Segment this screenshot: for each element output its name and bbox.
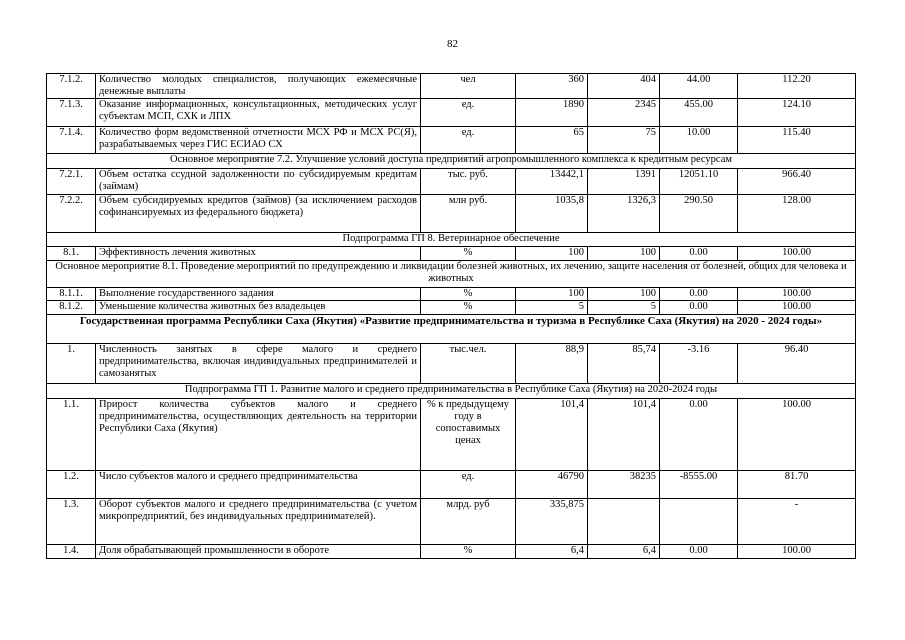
- actual-value: 100: [588, 247, 660, 261]
- section-title: Основное мероприятие 7.2. Улучшение условий доступа предприятий агропромышленного комплекса к кредитным ресурсам: [47, 154, 856, 169]
- program-title: Государственная программа Республики Саха (Якутия) «Развитие предпринимательства и туризма в Республике Саха (Якутия) на 2020 - 2024 годы»: [47, 315, 856, 344]
- deviation-value: 10.00: [660, 127, 738, 154]
- deviation-value: -3.16: [660, 344, 738, 384]
- table-row: [47, 99, 856, 127]
- indicator-name: Оказание информационных, консультационных, методических услуг субъектам МСП, СХК и ЛПХ: [96, 99, 421, 127]
- planned-value: 335,875: [516, 499, 588, 545]
- unit-of-measure: ед.: [421, 99, 516, 127]
- completion-percent: -: [738, 499, 856, 545]
- row-number: 1.3.: [47, 499, 96, 545]
- deviation-value: 0.00: [660, 545, 738, 559]
- table-row: [47, 344, 856, 384]
- section-header-row: [47, 261, 856, 288]
- planned-value: 1035,8: [516, 195, 588, 233]
- actual-value: 1391: [588, 169, 660, 195]
- deviation-value: 290.50: [660, 195, 738, 233]
- table-row: [47, 545, 856, 559]
- actual-value: 100: [588, 288, 660, 301]
- planned-value: 360: [516, 74, 588, 99]
- unit-of-measure: млрд. руб: [421, 499, 516, 545]
- section-title: Подпрограмма ГП 1. Развитие малого и среднего предпринимательства в Республике Саха (Якутия) на 2020-2024 годы: [47, 384, 856, 399]
- planned-value: 88,9: [516, 344, 588, 384]
- indicator-name: Число субъектов малого и среднего предпринимательства: [96, 471, 421, 499]
- unit-of-measure: чел: [421, 74, 516, 99]
- table-row: [47, 399, 856, 471]
- indicators-table: [46, 73, 856, 559]
- section-title: Подпрограмма ГП 8. Ветеринарное обеспечение: [47, 233, 856, 247]
- deviation-value: 0.00: [660, 301, 738, 315]
- indicator-name: Объем остатка ссудной задолженности по субсидируемым кредитам (займам): [96, 169, 421, 195]
- planned-value: 5: [516, 301, 588, 315]
- unit-of-measure: ед.: [421, 471, 516, 499]
- indicator-name: Численность занятых в сфере малого и среднего предпринимательства, включая индивидуальных предпринимателей и самозанятых: [96, 344, 421, 384]
- unit-of-measure: млн руб.: [421, 195, 516, 233]
- section-header-row: [47, 384, 856, 399]
- row-number: 8.1.: [47, 247, 96, 261]
- planned-value: 1890: [516, 99, 588, 127]
- actual-value: 6,4: [588, 545, 660, 559]
- completion-percent: 966.40: [738, 169, 856, 195]
- completion-percent: 100.00: [738, 288, 856, 301]
- actual-value: 101,4: [588, 399, 660, 471]
- completion-percent: 115.40: [738, 127, 856, 154]
- unit-of-measure: % к предыдущему году в сопоставимых ценах: [421, 399, 516, 471]
- indicator-name: Доля обрабатывающей промышленности в обороте: [96, 545, 421, 559]
- actual-value: 404: [588, 74, 660, 99]
- actual-value: 85,74: [588, 344, 660, 384]
- table-row: [47, 247, 856, 261]
- section-header-row: [47, 154, 856, 169]
- indicator-name: Количество форм ведомственной отчетности МСХ РФ и МСХ РС(Я), разрабатываемых через ГИС ЕСИАО СХ: [96, 127, 421, 154]
- planned-value: 6,4: [516, 545, 588, 559]
- deviation-value: 12051.10: [660, 169, 738, 195]
- indicator-name: Количество молодых специалистов, получающих ежемесячные денежные выплаты: [96, 74, 421, 99]
- unit-of-measure: %: [421, 288, 516, 301]
- table-body: [47, 74, 856, 559]
- table-row: [47, 74, 856, 99]
- indicator-name: Оборот субъектов малого и среднего предпринимательства (с учетом микропредприятий, без индивидуальных предпринимателей).: [96, 499, 421, 545]
- table-row: [47, 471, 856, 499]
- actual-value: 38235: [588, 471, 660, 499]
- indicator-name: Прирост количества субъектов малого и среднего предпринимательства, осуществляющих деятельность на территории Республики Саха (Якутия): [96, 399, 421, 471]
- unit-of-measure: %: [421, 545, 516, 559]
- deviation-value: 0.00: [660, 288, 738, 301]
- table-row: [47, 127, 856, 154]
- planned-value: 13442,1: [516, 169, 588, 195]
- planned-value: 100: [516, 288, 588, 301]
- completion-percent: 100.00: [738, 247, 856, 261]
- deviation-value: 0.00: [660, 399, 738, 471]
- deviation-value: 455.00: [660, 99, 738, 127]
- completion-percent: 128.00: [738, 195, 856, 233]
- completion-percent: 100.00: [738, 545, 856, 559]
- deviation-value: 0.00: [660, 247, 738, 261]
- indicator-name: Уменьшение количества животных без владельцев: [96, 301, 421, 315]
- completion-percent: 124.10: [738, 99, 856, 127]
- indicator-name: Выполнение государственного задания: [96, 288, 421, 301]
- completion-percent: 96.40: [738, 344, 856, 384]
- actual-value: 5: [588, 301, 660, 315]
- completion-percent: 100.00: [738, 301, 856, 315]
- deviation-value: [660, 499, 738, 545]
- completion-percent: 81.70: [738, 471, 856, 499]
- deviation-value: 44.00: [660, 74, 738, 99]
- program-header-row: [47, 315, 856, 344]
- section-header-row: [47, 233, 856, 247]
- row-number: 8.1.1.: [47, 288, 96, 301]
- page-number: 82: [447, 38, 458, 50]
- row-number: 1.2.: [47, 471, 96, 499]
- row-number: 7.2.1.: [47, 169, 96, 195]
- table-row: [47, 288, 856, 301]
- row-number: 7.1.3.: [47, 99, 96, 127]
- row-number: 7.2.2.: [47, 195, 96, 233]
- unit-of-measure: тыс.чел.: [421, 344, 516, 384]
- actual-value: 1326,3: [588, 195, 660, 233]
- table-row: [47, 169, 856, 195]
- unit-of-measure: ед.: [421, 127, 516, 154]
- unit-of-measure: %: [421, 247, 516, 261]
- indicator-name: Эффективность лечения животных: [96, 247, 421, 261]
- row-number: 1.1.: [47, 399, 96, 471]
- planned-value: 46790: [516, 471, 588, 499]
- completion-percent: 112.20: [738, 74, 856, 99]
- planned-value: 100: [516, 247, 588, 261]
- table-row: [47, 195, 856, 233]
- unit-of-measure: тыс. руб.: [421, 169, 516, 195]
- row-number: 7.1.4.: [47, 127, 96, 154]
- table-row: [47, 499, 856, 545]
- completion-percent: 100.00: [738, 399, 856, 471]
- actual-value: 2345: [588, 99, 660, 127]
- actual-value: 75: [588, 127, 660, 154]
- indicator-name: Объем субсидируемых кредитов (займов) (за исключением расходов софинансируемых из федерального бюджета): [96, 195, 421, 233]
- row-number: 8.1.2.: [47, 301, 96, 315]
- row-number: 7.1.2.: [47, 74, 96, 99]
- unit-of-measure: %: [421, 301, 516, 315]
- deviation-value: -8555.00: [660, 471, 738, 499]
- actual-value: [588, 499, 660, 545]
- table-row: [47, 301, 856, 315]
- planned-value: 101,4: [516, 399, 588, 471]
- planned-value: 65: [516, 127, 588, 154]
- section-title: Основное мероприятие 8.1. Проведение мероприятий по предупреждению и ликвидации болезней животных, их лечению, защите населения от болезней, общих для человека и животных: [47, 261, 856, 288]
- row-number: 1.: [47, 344, 96, 384]
- row-number: 1.4.: [47, 545, 96, 559]
